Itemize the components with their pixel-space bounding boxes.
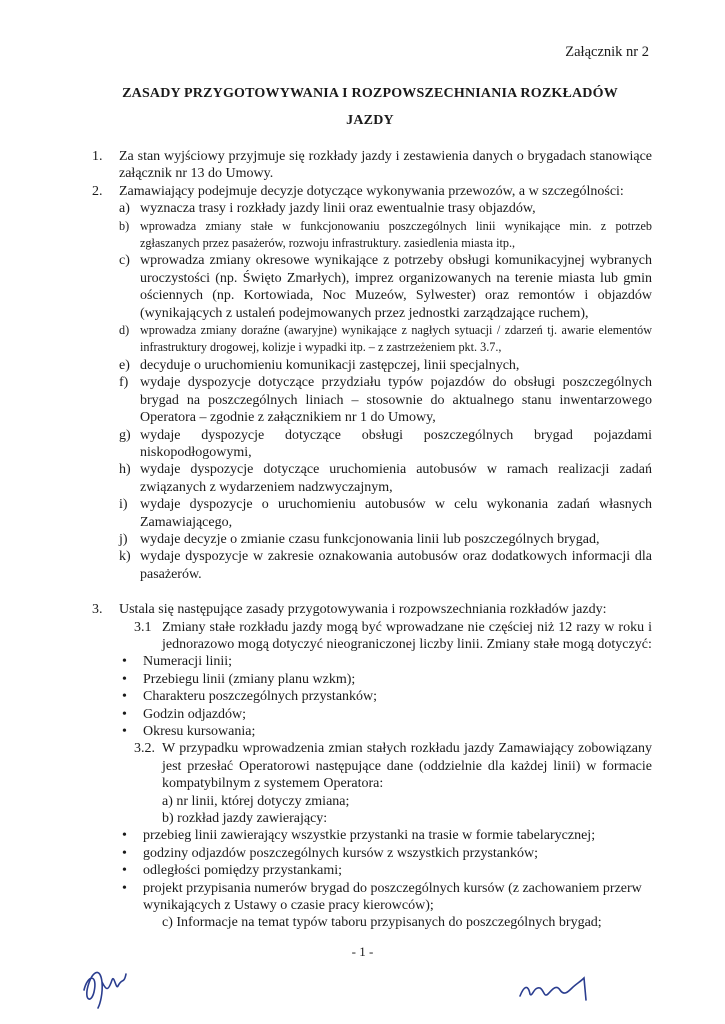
subitem-text: wydaje dyspozycje dotyczące uruchomienia autobusów w ramach realizacji zadań związanych z wydarzeniem nadzwyczajnym, [140,462,652,495]
subitem-label: e) [119,357,130,373]
bullet-item [122,671,652,688]
bullet-text: Okresu kursowania; [143,724,256,739]
subitem-label: a) [119,201,130,217]
subitem-g [119,427,652,462]
bullet-item [122,845,652,862]
section-text: Zmiany stałe rozkładu jazdy mogą być wprowadzane nie częściej niż 12 razy w roku i jednorazowo mogą dotyczyć nieograniczonej liczby linii. Zmiany stałe mogą dotyczyć: [162,619,652,652]
bullet-icon: • [122,880,127,896]
bullet-text: odległości pomiędzy przystankami; [143,863,343,879]
subitem-c [119,252,652,322]
bullet-icon: • [122,689,127,705]
annex-label: Załącznik nr 2 [565,44,649,60]
section-label: 3.1 [134,619,152,635]
subitem-h [119,461,652,496]
subitem-label: k) [119,549,131,565]
title-line-1: ZASADY PRZYGOTOWYWANIA I ROZPOWSZECHNIANIA ROZKŁADÓW [122,86,618,101]
subitem-label: c) [119,253,130,269]
subitem-text: decyduje o uruchomieniu komunikacji zastępczej, linii specjalnych, [140,357,520,373]
item-number: 2. [92,183,103,199]
item-3 [92,601,652,618]
subitem-label: f) [119,375,129,391]
bullet-icon: • [122,671,127,687]
subitem-f [119,374,652,426]
subitem-d [119,322,652,357]
bullet-item [122,706,652,723]
subitem-text: wydaje dyspozycje dotyczące przydziału typów pojazdów do obsługi poszczególnych brygad na poszczególnych liniach – stosownie do aktualnego stanu inwentarzowego Operatora – zgodnie z załącznikiem nr 1 do Umowy, [140,375,652,426]
section-3-2-b: b) rozkład jazdy zawierający: [162,811,328,827]
item-text: Zamawiający podejmuje decyzje dotyczące wykonywania przewozów, a w szczególności: [119,183,624,199]
item-text: Za stan wyjściowy przyjmuje się rozkłady jazdy i zestawienia danych o brygadach stanowiące załącznik nr 13 do Umowy. [119,149,652,182]
subitem-label: b) [119,218,130,233]
bullet-icon: • [122,845,127,861]
bullet-icon: • [122,863,127,879]
subitem-text: wprowadza zmiany okresowe wynikające z potrzeby obsługi komunikacyjnej wybranych uroczystości (np. Święto Zmarłych), imprez organizowanych na terenie miasta lub gmin ościennych (np. Kortowiada, Noc Muzeów, Sylwester) oraz remontów i objazdów (wynikających z ustaleń podejmowanych przez jednostki zarządzające ruchem), [140,253,652,321]
bullet-text: przebieg linii zawierający wszystkie przystanki na trasie w formie tabelarycznej; [143,828,596,844]
document-title [80,80,660,134]
page-number: - 1 - [351,944,374,959]
item-2 [92,183,652,200]
bullet-text: godziny odjazdów poszczególnych kursów z wszystkich przystanków; [143,845,539,861]
section-label: 3.2. [134,741,155,757]
bullet-icon: • [122,724,127,739]
subitem-text: wydaje decyzje o zmianie czasu funkcjonowania linii lub poszczególnych brygad, [140,531,600,547]
subitem-label: i) [119,497,128,513]
subitem-text: wprowadza zmiany stałe w funkcjonowaniu poszczególnych linii wynikające min. z potrzeb zgłaszanych przez pasażerów, rozwoju infrastruktury. zasiedlenia miasta itp., [140,218,652,251]
subitem-label: h) [119,462,131,478]
subitem-a [119,200,652,217]
bullet-text: Przebiegu linii (zmiany planu wzkm); [143,671,356,687]
section-3-2 [134,740,652,792]
initials-signature-left [78,960,148,1010]
subitem-text: wydaje dyspozycje o uruchomieniu autobusów w celu wykonania zadań własnych Zamawiającego, [140,497,652,530]
subitem-e [119,357,652,374]
item-text: Ustala się następujące zasady przygotowywania i rozpowszechniania rozkładów jazdy: [119,602,607,618]
bullet-item [122,653,652,670]
subitem-text: wydaje dyspozycje dotyczące obsługi poszczególnych brygad pojazdami niskopodłogowymi, [140,427,652,460]
subitem-i [119,496,652,531]
subitem-k [119,548,652,583]
document-body [92,148,652,932]
item-number: 3. [92,602,103,618]
title-line-2: JAZDY [346,113,394,128]
subitem-text: wydaje dyspozycje w zakresie oznakowania autobusów oraz dodatkowych informacji dla pasażerów. [140,549,652,582]
bullet-item [122,827,652,844]
bullet-icon: • [122,706,127,722]
initials-signature-right [516,968,596,1004]
bullet-text: Numeracji linii; [143,654,233,670]
bullet-text: Godzin odjazdów; [143,706,247,722]
subitem-b [119,218,652,253]
section-3-1 [134,619,652,654]
spacer [92,583,652,601]
bullet-item [122,880,652,915]
subitem-text: wyznacza trasy i rozkłady jazdy linii oraz ewentualnie trasy objazdów, [140,201,536,217]
subitem-label: d) [119,323,130,338]
section-3-2-a: a) nr linii, której dotyczy zmiana; [162,793,350,809]
item-number: 1. [92,149,103,164]
subitem-label: j) [119,531,128,547]
subitem-text: wprowadza zmiany doraźne (awaryjne) wynikające z nagłych sytuacji / zdarzeń tj. awarie elementów infrastruktury drogowej, kolizje i wypadki itp. – z zastrzeżeniem pkt. 3.7., [140,323,652,355]
section-text: W przypadku wprowadzenia zmian stałych rozkładu jazdy Zamawiający zobowiązany jest przesłać Operatorowi następujące dane (oddzielnie dla każdej linii) w formacie kompatybilnym z systemem Operatora: [162,741,652,792]
bullet-icon: • [122,828,127,844]
item-1 [92,148,652,183]
subitem-label: g) [119,427,131,443]
bullet-item [122,862,652,879]
subitem-j [119,531,652,548]
bullet-text: Charakteru poszczególnych przystanków; [143,689,378,705]
bullet-item [122,688,652,705]
bullet-text: projekt przypisania numerów brygad do poszczególnych kursów (z zachowaniem przerw wynikających z Ustawy o czasie pracy kierowców); [143,880,642,914]
section-3-2-c: c) Informacje na temat typów taboru przypisanych do poszczególnych brygad; [162,915,602,931]
bullet-icon: • [122,654,127,670]
bullet-item [122,723,652,740]
